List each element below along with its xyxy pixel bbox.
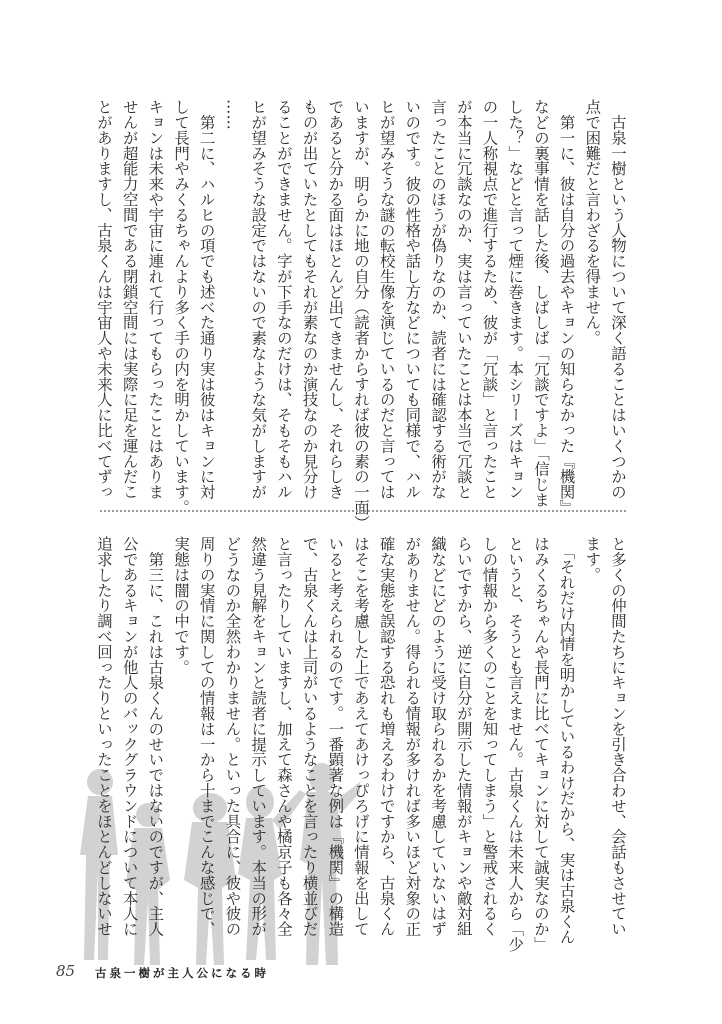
text-column: せんが超能力空間である閉鎖空間には実際に足を運んだこ [120, 99, 139, 500]
text-column: どうなのか全然わかりません。といった具合に、彼や彼の [223, 536, 242, 937]
text-column: 実態は闇の中です。 [172, 536, 191, 675]
text-column: と多くの仲間たちにキョンを引き合わせ、会話もさせてい [609, 536, 627, 937]
lower-text-block [90, 536, 630, 952]
upper-text-block [90, 99, 630, 531]
text-column: はみくるちゃんや長門に比べてキョンに対して誠実なのか」 [531, 536, 550, 952]
text-column: ヒが望みそうな設定ではないので素なような気がしますが [249, 99, 268, 500]
text-column: ることができません。字が下手なのだけは、そもそもハル [274, 99, 293, 500]
text-column: 確な実態を誤認する恐れも増えるわけですから、古泉くん [377, 536, 396, 937]
text-column: 「それだけ内情を明かしているわけだから、実は古泉くん [557, 536, 576, 945]
text-column: 第二に、ハルヒの項でも述べた通り実は彼はキョンに対 [197, 99, 216, 500]
text-column: などの裏事情を話した後、しばしば「冗談ですよ」「信じま [531, 99, 550, 508]
text-column: …… [223, 99, 242, 130]
text-column: がありません。得られる情報が多ければ多いほど対象の正 [403, 536, 422, 937]
text-column: いのです。彼の性格や話し方などについても同様で、ハル [403, 99, 422, 500]
page-number: 85 [56, 962, 76, 980]
text-column: ものが出ていたとしてもそれが素なのか演技なのか見分け [300, 99, 319, 500]
text-column: した？」などと言って煙に巻きます。本シリーズはキョン [506, 99, 525, 500]
text-column: 追求したり調べ回ったりといったことをほとんどしないせ [94, 536, 113, 937]
text-column: らいですから、逆に自分が開示した情報がキョンや敵対組 [454, 536, 473, 937]
dotted-divider [100, 510, 626, 512]
text-column: 公であるキョンが他人のバックグラウンドについて本人に [120, 536, 139, 937]
text-column: で、古泉くんは上司がいるようなことを言ったり横並びだ [300, 536, 319, 937]
text-column: 周りの実情に関しての情報は一から十までこんな感じで、 [197, 536, 216, 937]
text-column: 古泉一樹という人物について深く語ることはいくつかの [609, 99, 627, 500]
text-column: はそこを考慮した上であえてあけっぴろげに情報を出して [351, 536, 370, 937]
text-column: しの情報から多くのことを知ってしまう」と警戒されるく [480, 536, 499, 937]
text-column: いますが、明らかに地の自分（読者からすれば彼の素の一面） [351, 99, 370, 531]
text-column: であると分かる面はほとんど出てきませんし、それらしき [326, 99, 345, 500]
text-column: いると考えられるのです。一番顕著な例は『機関』の構造 [326, 536, 345, 937]
text-column: ます。 [583, 536, 602, 583]
text-column: 織などにどのように受け取られるかを考慮していないはず [429, 536, 448, 937]
text-column: 第三に、これは古泉くんのせいではないのですが、主人 [146, 536, 165, 937]
text-column: 言ったことのほうが偽りなのか、読者には確認する術がな [429, 99, 448, 500]
text-column: が本当に冗談なのか、実は言っていたことは本当で冗談と [454, 99, 473, 500]
text-column: とがありますし、古泉くんは宇宙人や未来人に比べてずっ [94, 99, 113, 500]
text-column: して長門やみくるちゃんより多く手の内を明かしています。 [172, 99, 191, 515]
running-title: 古泉一樹が主人公になる時 [95, 966, 269, 980]
text-column: と言ったりしていますし、加えて森さんや橘京子も各々全 [274, 536, 293, 937]
text-column: 点で困難だと言わざるを得ません。 [583, 99, 602, 346]
text-column: の一人称視点で進行するため、彼が「冗談」と言ったこと [480, 99, 499, 500]
text-column: 然違う見解をキョンと読者に提示しています。本当の形が [249, 536, 268, 937]
text-column: キョンは未来や宇宙に連れて行ってもらったことはありま [146, 99, 165, 500]
text-column: というと、そうとも言えません。古泉くんは未来人から「少 [506, 536, 525, 952]
text-column: 第一に、彼は自分の過去やキョンの知らなかった『機関』 [557, 99, 576, 515]
text-column: ヒが望みそうな謎の転校生像を演じているのだと言っては [377, 99, 396, 500]
